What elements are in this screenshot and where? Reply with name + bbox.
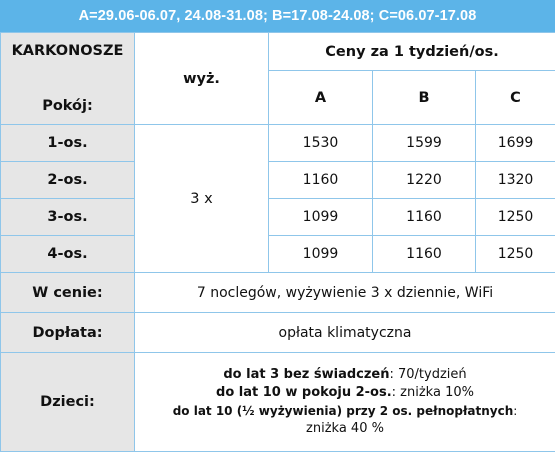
children-line-1: do lat 3 bez świadczeń: 70/tydzień — [223, 367, 467, 382]
price-cell: 1250 — [476, 236, 555, 273]
price-table — [0, 32, 555, 452]
region-room-header-cell — [1, 33, 135, 125]
room-label-2: 2-os. — [1, 162, 135, 199]
region-title: KARKONOSZE — [11, 43, 124, 59]
children-label: Dzieci: — [1, 353, 135, 452]
included-label: W cenie: — [1, 273, 135, 313]
period-c-header: C — [476, 71, 555, 125]
board-header: wyż. — [135, 33, 269, 125]
children-line-3: do lat 10 (½ wyżywienia) przy 2 os. pełnopłatnych: — [172, 404, 518, 418]
price-cell: 1220 — [373, 162, 476, 199]
price-cell: 1160 — [373, 236, 476, 273]
extra-label: Dopłata: — [1, 313, 135, 353]
price-cell: 1320 — [476, 162, 555, 199]
price-cell: 1599 — [373, 125, 476, 162]
prices-title: Ceny za 1 tydzień/os. — [269, 33, 555, 71]
board-value: 3 x — [135, 125, 269, 273]
period-a-header: A — [269, 71, 373, 125]
price-cell: 1160 — [373, 199, 476, 236]
price-cell: 1699 — [476, 125, 555, 162]
extra-value: opłata klimatyczna — [135, 313, 555, 353]
room-header: Pokój: — [42, 98, 93, 114]
room-label-3: 3-os. — [1, 199, 135, 236]
dates-banner: A=29.06-06.07, 24.08-31.08; B=17.08-24.08; C=06.07-17.08 — [0, 0, 555, 32]
price-cell: 1099 — [269, 199, 373, 236]
period-b-header: B — [373, 71, 476, 125]
children-info — [135, 353, 555, 452]
price-cell: 1530 — [269, 125, 373, 162]
included-value: 7 noclegów, wyżywienie 3 x dziennie, WiFi — [135, 273, 555, 313]
room-label-4: 4-os. — [1, 236, 135, 273]
children-line-4: zniżka 40 % — [306, 421, 384, 436]
room-label-1: 1-os. — [1, 125, 135, 162]
price-cell: 1099 — [269, 236, 373, 273]
price-cell: 1160 — [269, 162, 373, 199]
price-cell: 1250 — [476, 199, 555, 236]
children-line-2: do lat 10 w pokoju 2-os.: zniżka 10% — [216, 385, 474, 400]
